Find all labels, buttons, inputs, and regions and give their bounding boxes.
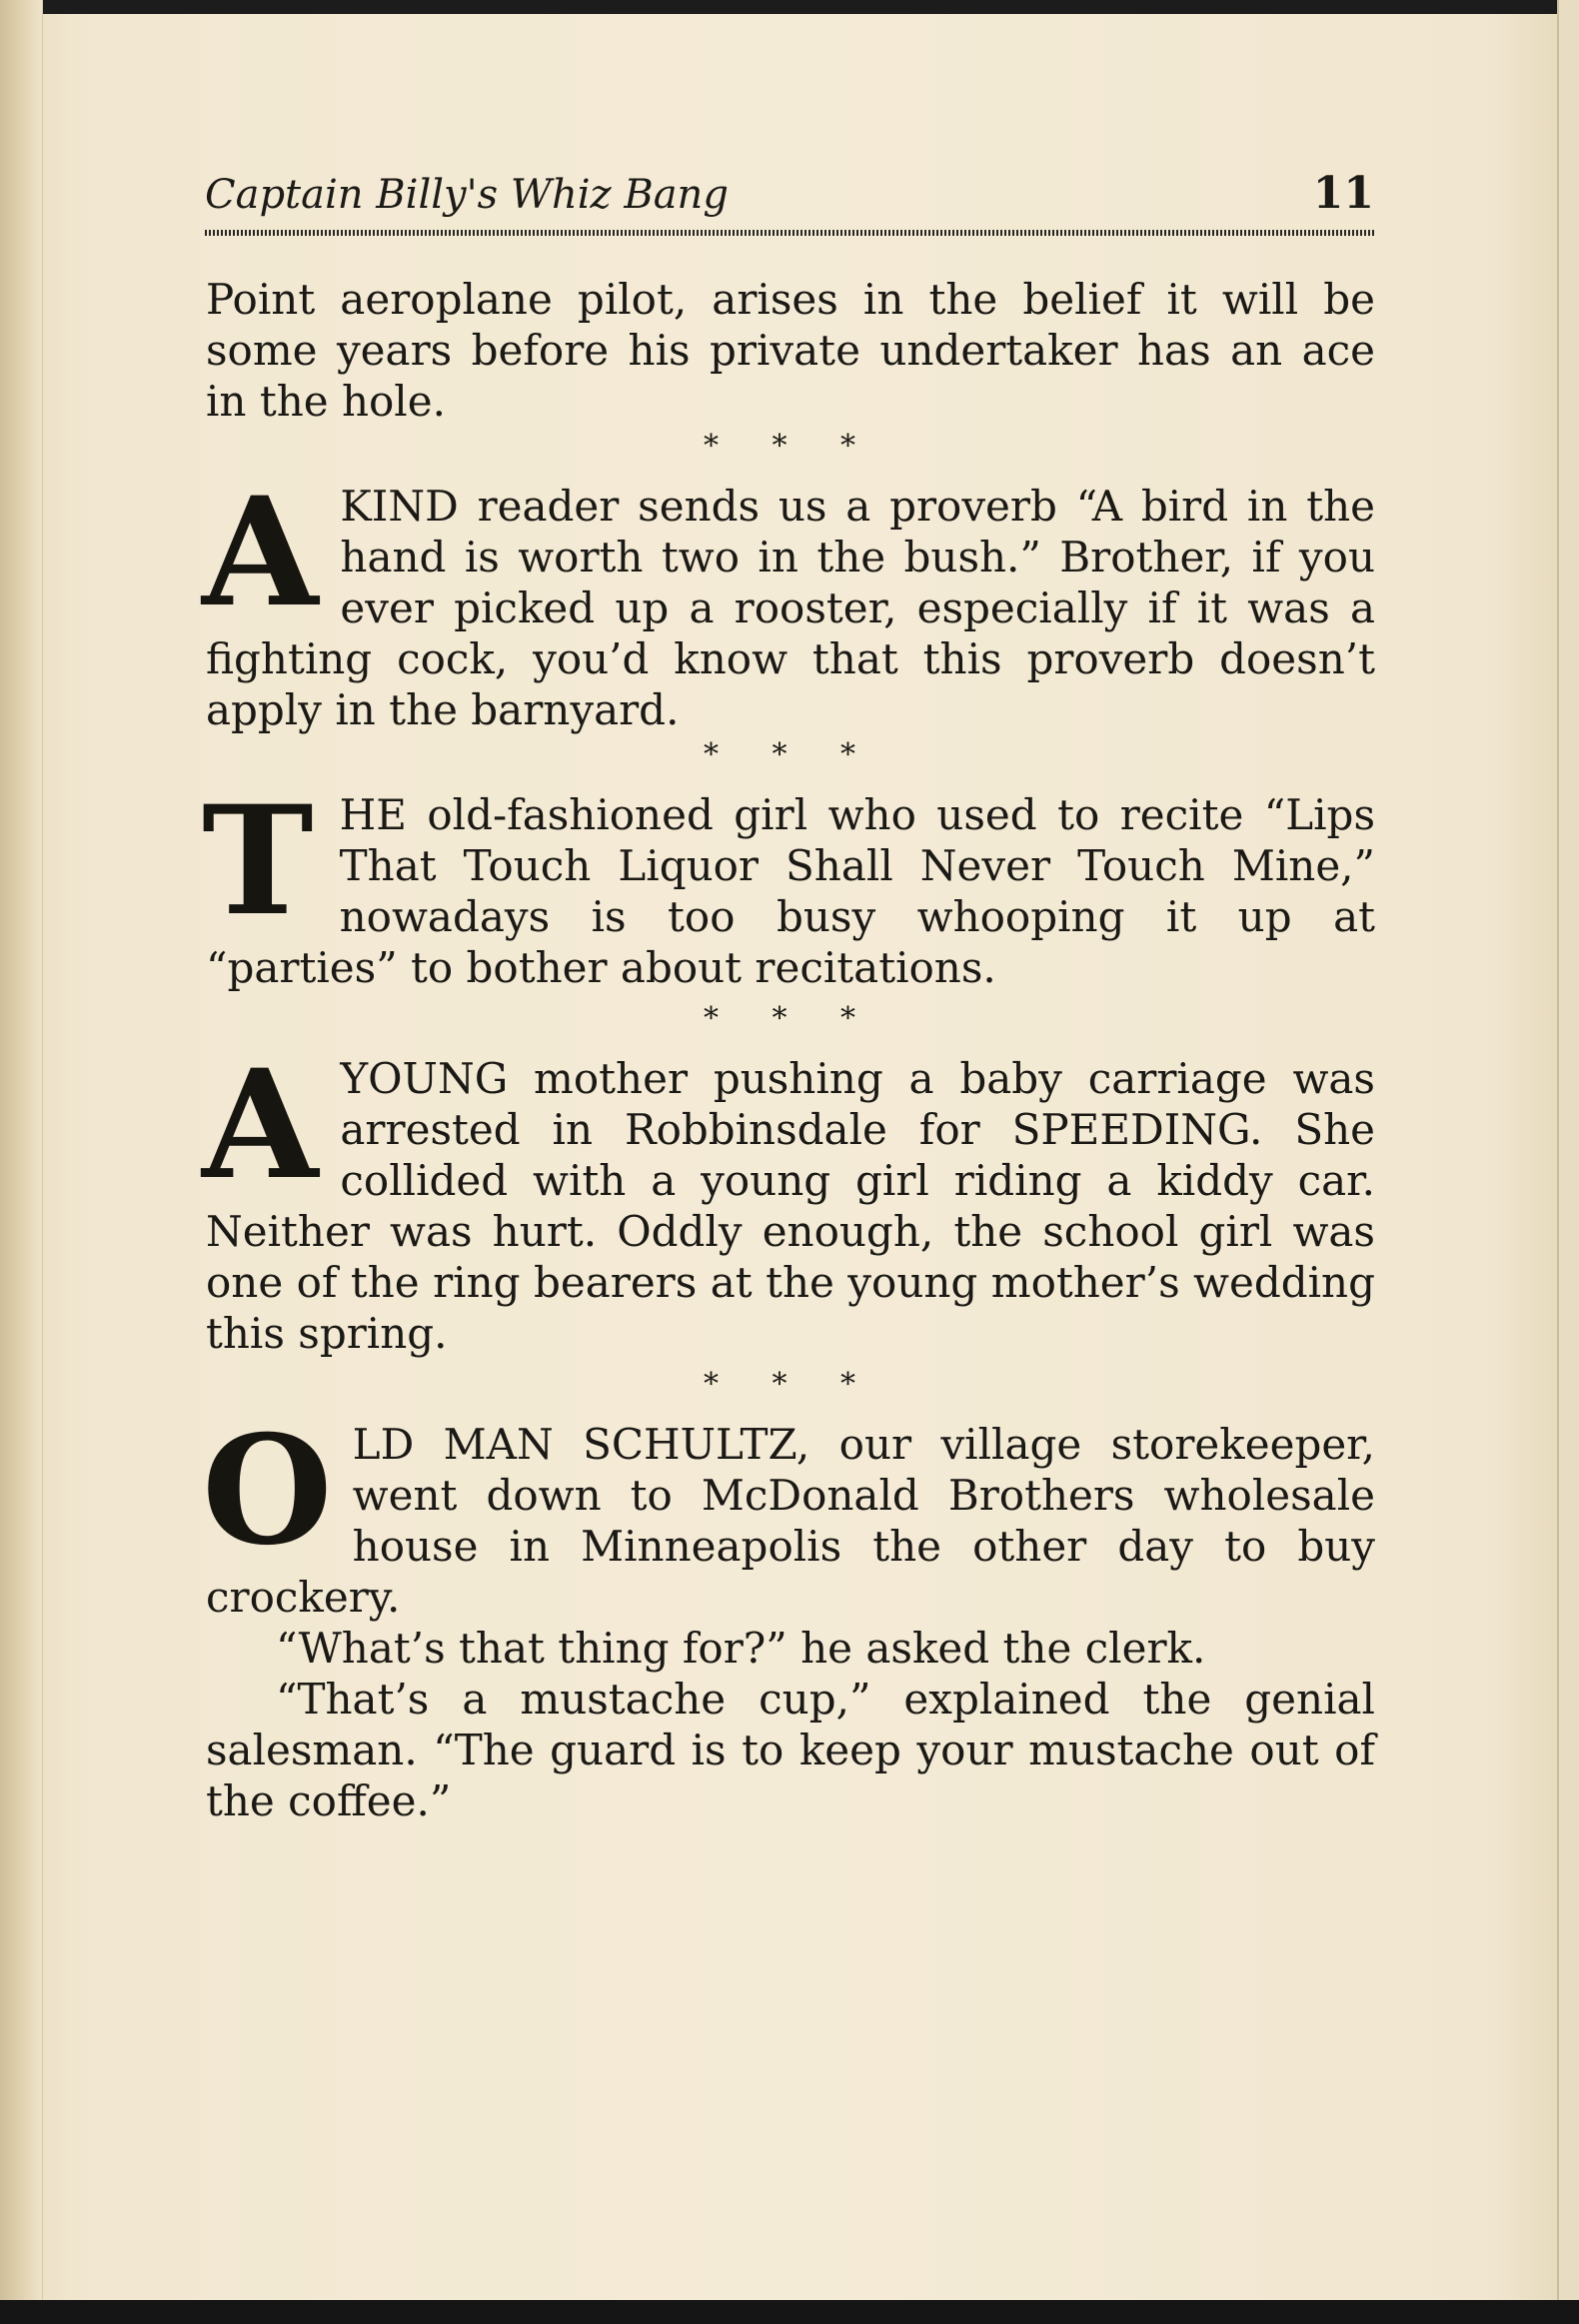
story-old-fashioned-girl <box>202 773 1375 993</box>
drop-cap: A <box>202 1037 319 1213</box>
page-edge-right <box>1557 0 1579 2324</box>
drop-cap: T <box>202 773 314 949</box>
section-separator: * * * <box>703 1001 878 1036</box>
dialogue-line: “That’s a mustache cup,” explained the genial salesman. “The guard is to keep your mustache out of the coffee.” <box>206 1675 1375 1825</box>
running-title: Captain Billy's Whiz Bang <box>205 172 729 218</box>
scan-edge-top <box>0 0 1579 14</box>
story-text: KIND reader sends us a proverb “A bird in the hand is worth two in the bush.” Brother, if you ever picked up a rooster, especially if it was a fighting cock, you’d know that this proverb doesn’t apply in the barnyard. <box>206 482 1375 734</box>
story-mustache-cup <box>202 1403 1375 1826</box>
continued-paragraph: Point aeroplane pilot, arises in the belief it will be some years before his private undertaker has an ace in the hole. <box>206 275 1375 426</box>
drop-cap: O <box>202 1403 333 1579</box>
header-rule <box>205 230 1374 236</box>
drop-cap: A <box>202 465 319 640</box>
dialogue-line: “What’s that thing for?” he asked the clerk. <box>276 1624 1206 1673</box>
story-text: LD MAN SCHULTZ, our village storekeeper, went down to McDonald Brothers wholesale house in Minneapolis the other day to buy crockery. <box>206 1420 1375 1622</box>
page-body <box>202 274 1375 1826</box>
section-separator: * * * <box>703 429 878 464</box>
story-text: HE old-fashioned girl who used to recite “Lips That Touch Liquor Shall Never Touch Mine,” nowadays is too busy whooping it up at “parties” to bother about recitations. <box>206 790 1375 992</box>
page-number: 11 <box>1312 168 1374 219</box>
running-header <box>205 168 1374 228</box>
story-baby-carriage <box>202 1037 1375 1359</box>
story-text: YOUNG mother pushing a baby carriage was arrested in Robbinsdale for SPEEDING. She collided with a young girl riding a kiddy car. Neither was hurt. Oddly enough, the school girl was one of the ring bearers at the young mother’s wedding this spring. <box>206 1054 1375 1358</box>
story-rooster <box>202 465 1375 735</box>
page-gutter <box>0 0 43 2324</box>
scan-edge-bottom <box>0 2300 1579 2324</box>
section-separator: * * * <box>703 1367 878 1402</box>
section-separator: * * * <box>703 737 878 772</box>
